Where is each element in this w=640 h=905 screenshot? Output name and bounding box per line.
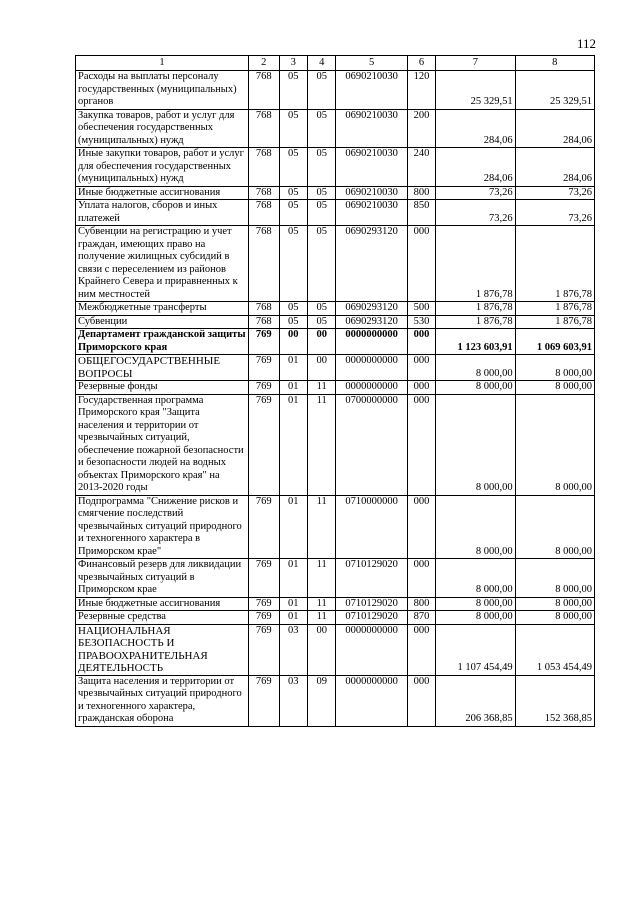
row-cell-7: 73,26 (436, 200, 515, 226)
row-cell-4: 09 (308, 675, 336, 726)
row-cell-5: 0710129020 (336, 559, 407, 598)
column-header: 4 (308, 56, 336, 71)
row-name-cell: Иные бюджетные ассигнования (76, 597, 249, 611)
row-cell-8: 1 069 603,91 (515, 329, 594, 355)
row-cell-4: 05 (308, 109, 336, 148)
row-cell-7: 8 000,00 (436, 611, 515, 625)
row-cell-8: 25 329,51 (515, 71, 594, 110)
column-header: 3 (279, 56, 307, 71)
row-cell-3: 01 (279, 495, 307, 559)
row-cell-5: 0710000000 (336, 495, 407, 559)
budget-table (75, 55, 595, 727)
row-cell-3: 03 (279, 675, 307, 726)
row-cell-4: 00 (308, 329, 336, 355)
table-row (76, 559, 595, 598)
row-cell-6: 000 (407, 329, 435, 355)
row-name-cell: НАЦИОНАЛЬНАЯ БЕЗОПАСНОСТЬ И ПРАВООХРАНИТЕЛЬНАЯ ДЕЯТЕЛЬНОСТЬ (76, 624, 249, 675)
row-cell-5: 0000000000 (336, 675, 407, 726)
row-cell-7: 1 876,78 (436, 226, 515, 302)
row-cell-2: 769 (249, 624, 280, 675)
row-cell-2: 768 (249, 226, 280, 302)
row-cell-6: 240 (407, 148, 435, 187)
table-row (76, 624, 595, 675)
row-cell-5: 0690210030 (336, 200, 407, 226)
table-row (76, 71, 595, 110)
row-cell-7: 8 000,00 (436, 381, 515, 395)
row-cell-3: 05 (279, 186, 307, 200)
row-cell-4: 11 (308, 559, 336, 598)
row-cell-6: 000 (407, 394, 435, 495)
row-cell-6: 000 (407, 226, 435, 302)
column-header: 8 (515, 56, 594, 71)
row-cell-3: 05 (279, 148, 307, 187)
row-cell-4: 05 (308, 200, 336, 226)
row-cell-5: 0000000000 (336, 624, 407, 675)
row-cell-4: 05 (308, 148, 336, 187)
row-cell-8: 1 053 454,49 (515, 624, 594, 675)
row-cell-7: 1 876,78 (436, 315, 515, 329)
row-cell-5: 0690210030 (336, 109, 407, 148)
row-cell-2: 768 (249, 200, 280, 226)
row-cell-6: 200 (407, 109, 435, 148)
row-cell-7: 8 000,00 (436, 394, 515, 495)
table-row (76, 226, 595, 302)
row-name-cell: Резервные фонды (76, 381, 249, 395)
row-cell-6: 120 (407, 71, 435, 110)
header-row (76, 56, 595, 71)
row-cell-2: 768 (249, 109, 280, 148)
row-cell-6: 000 (407, 624, 435, 675)
row-cell-4: 11 (308, 394, 336, 495)
row-cell-4: 05 (308, 71, 336, 110)
row-name-cell: Государственная программа Приморского края "Защита населения и территории от чрезвычайных ситуаций, обеспечение пожарной безопасности и безопасности людей на водных объектах Приморского края" на 2013-2020 годы (76, 394, 249, 495)
row-cell-6: 000 (407, 355, 435, 381)
row-cell-8: 1 876,78 (515, 315, 594, 329)
table-row (76, 109, 595, 148)
row-name-cell: Иные бюджетные ассигнования (76, 186, 249, 200)
row-cell-3: 05 (279, 226, 307, 302)
row-cell-3: 01 (279, 381, 307, 395)
row-cell-6: 500 (407, 302, 435, 316)
table-row (76, 611, 595, 625)
row-cell-8: 8 000,00 (515, 611, 594, 625)
row-name-cell: Подпрограмма "Снижение рисков и смягчение последствий чрезвычайных ситуаций природного и техногенного характера в Приморском крае" (76, 495, 249, 559)
table-row (76, 302, 595, 316)
table-row (76, 329, 595, 355)
row-cell-5: 0690210030 (336, 148, 407, 187)
row-cell-8: 284,06 (515, 109, 594, 148)
row-cell-2: 768 (249, 302, 280, 316)
row-cell-8: 8 000,00 (515, 355, 594, 381)
row-name-cell: Уплата налогов, сборов и иных платежей (76, 200, 249, 226)
row-cell-3: 01 (279, 611, 307, 625)
row-cell-7: 284,06 (436, 148, 515, 187)
row-cell-5: 0690210030 (336, 71, 407, 110)
row-cell-8: 8 000,00 (515, 495, 594, 559)
row-cell-4: 00 (308, 355, 336, 381)
row-cell-5: 0690293120 (336, 226, 407, 302)
row-cell-4: 05 (308, 186, 336, 200)
row-cell-4: 11 (308, 495, 336, 559)
row-cell-2: 768 (249, 186, 280, 200)
row-cell-2: 769 (249, 394, 280, 495)
row-cell-8: 8 000,00 (515, 597, 594, 611)
row-name-cell: Иные закупки товаров, работ и услуг для обеспечения государственных (муниципальных) нужд (76, 148, 249, 187)
row-cell-5: 0690293120 (336, 302, 407, 316)
table-row (76, 315, 595, 329)
row-cell-4: 11 (308, 597, 336, 611)
row-cell-7: 1 876,78 (436, 302, 515, 316)
row-cell-6: 530 (407, 315, 435, 329)
row-cell-2: 768 (249, 315, 280, 329)
row-cell-5: 0000000000 (336, 329, 407, 355)
table-row (76, 495, 595, 559)
row-cell-5: 0710129020 (336, 611, 407, 625)
row-cell-8: 8 000,00 (515, 394, 594, 495)
row-cell-5: 0690293120 (336, 315, 407, 329)
row-cell-3: 03 (279, 624, 307, 675)
row-name-cell: Финансовый резерв для ликвидации чрезвычайных ситуаций в Приморском крае (76, 559, 249, 598)
row-cell-3: 05 (279, 315, 307, 329)
row-cell-4: 05 (308, 302, 336, 316)
row-cell-5: 0000000000 (336, 355, 407, 381)
row-cell-4: 05 (308, 226, 336, 302)
row-cell-8: 284,06 (515, 148, 594, 187)
row-cell-8: 73,26 (515, 200, 594, 226)
row-cell-2: 769 (249, 559, 280, 598)
table-row (76, 186, 595, 200)
row-cell-7: 8 000,00 (436, 559, 515, 598)
row-cell-8: 8 000,00 (515, 381, 594, 395)
row-cell-5: 0000000000 (336, 381, 407, 395)
column-header: 2 (249, 56, 280, 71)
row-name-cell: Расходы на выплаты персоналу государственных (муниципальных) органов (76, 71, 249, 110)
row-cell-2: 769 (249, 611, 280, 625)
row-cell-3: 05 (279, 109, 307, 148)
row-cell-6: 800 (407, 597, 435, 611)
column-header: 5 (336, 56, 407, 71)
row-cell-6: 000 (407, 559, 435, 598)
table-row (76, 355, 595, 381)
row-cell-6: 850 (407, 200, 435, 226)
row-cell-2: 768 (249, 148, 280, 187)
row-cell-3: 05 (279, 71, 307, 110)
row-cell-6: 800 (407, 186, 435, 200)
row-cell-6: 000 (407, 675, 435, 726)
row-name-cell: Защита населения и территории от чрезвычайных ситуаций природного и техногенного характера, гражданская оборона (76, 675, 249, 726)
row-cell-4: 11 (308, 611, 336, 625)
row-cell-7: 8 000,00 (436, 495, 515, 559)
row-cell-7: 8 000,00 (436, 355, 515, 381)
row-cell-8: 152 368,85 (515, 675, 594, 726)
row-cell-2: 769 (249, 355, 280, 381)
row-cell-3: 05 (279, 200, 307, 226)
row-cell-3: 01 (279, 559, 307, 598)
row-cell-4: 11 (308, 381, 336, 395)
row-cell-3: 00 (279, 329, 307, 355)
row-cell-2: 769 (249, 675, 280, 726)
page-number: 112 (576, 36, 596, 51)
table-row (76, 394, 595, 495)
row-cell-7: 1 123 603,91 (436, 329, 515, 355)
row-cell-3: 01 (279, 597, 307, 611)
column-header: 7 (436, 56, 515, 71)
row-cell-4: 05 (308, 315, 336, 329)
row-cell-6: 000 (407, 495, 435, 559)
row-name-cell: Резервные средства (76, 611, 249, 625)
row-cell-3: 01 (279, 355, 307, 381)
row-cell-4: 00 (308, 624, 336, 675)
table-row (76, 200, 595, 226)
row-cell-8: 1 876,78 (515, 302, 594, 316)
row-cell-7: 8 000,00 (436, 597, 515, 611)
row-name-cell: ОБЩЕГОСУДАРСТВЕННЫЕ ВОПРОСЫ (76, 355, 249, 381)
row-name-cell: Субвенции (76, 315, 249, 329)
row-cell-5: 0700000000 (336, 394, 407, 495)
row-name-cell: Закупка товаров, работ и услуг для обеспечения государственных (муниципальных) нужд (76, 109, 249, 148)
row-cell-7: 25 329,51 (436, 71, 515, 110)
row-cell-2: 769 (249, 597, 280, 611)
row-cell-6: 000 (407, 381, 435, 395)
row-name-cell: Департамент гражданской защиты Приморского края (76, 329, 249, 355)
row-cell-8: 73,26 (515, 186, 594, 200)
table-row (76, 148, 595, 187)
table-body (76, 71, 595, 727)
row-cell-2: 769 (249, 495, 280, 559)
row-cell-3: 05 (279, 302, 307, 316)
row-cell-7: 1 107 454,49 (436, 624, 515, 675)
row-cell-2: 769 (249, 381, 280, 395)
row-cell-8: 1 876,78 (515, 226, 594, 302)
row-cell-6: 870 (407, 611, 435, 625)
row-name-cell: Межбюджетные трансферты (76, 302, 249, 316)
table-row (76, 675, 595, 726)
row-cell-2: 769 (249, 329, 280, 355)
row-cell-2: 768 (249, 71, 280, 110)
row-cell-7: 206 368,85 (436, 675, 515, 726)
row-cell-7: 73,26 (436, 186, 515, 200)
table-row (76, 597, 595, 611)
column-header: 1 (76, 56, 249, 71)
row-cell-8: 8 000,00 (515, 559, 594, 598)
column-header: 6 (407, 56, 435, 71)
row-cell-7: 284,06 (436, 109, 515, 148)
row-cell-5: 0690210030 (336, 186, 407, 200)
table-row (76, 381, 595, 395)
row-name-cell: Субвенции на регистрацию и учет граждан, имеющих право на получение жилищных субсидий в связи с переселением из районов Крайнего Севера и приравненных к ним местностей (76, 226, 249, 302)
row-cell-3: 01 (279, 394, 307, 495)
row-cell-5: 0710129020 (336, 597, 407, 611)
